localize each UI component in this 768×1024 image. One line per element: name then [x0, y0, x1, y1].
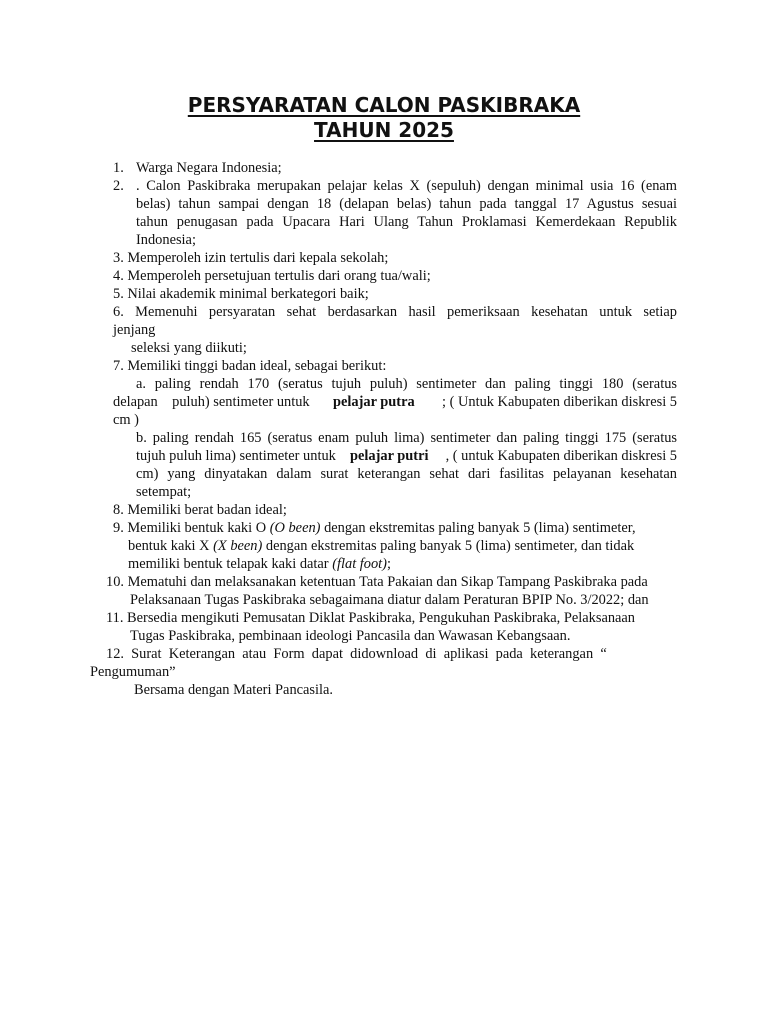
item-7-line-1: 7. Memiliki tinggi badan ideal, sebagai berikut: — [113, 358, 387, 374]
item-1-text: Warga Negara Indonesia; — [136, 160, 282, 176]
item-9-line-2: bentuk kaki X (X been) dengan ekstremitas paling banyak 5 (lima) sentimeter, dan tidak — [128, 538, 635, 554]
item-7a-line-1: a. paling rendah 170 (seratus tujuh puluh) sentimeter dan paling tinggi 180 (seratus — [136, 376, 677, 392]
item-10-line-2: Pelaksanaan Tugas Paskibraka sebagaimana diatur dalam Peraturan BPIP No. 3/2022; dan — [130, 592, 649, 608]
document-subtitle-year: TAHUN 2025 — [314, 118, 454, 142]
item-9-line-1: 9. Memiliki bentuk kaki O (O been) dengan ekstremitas paling banyak 5 (lima) sentimeter, — [113, 520, 636, 536]
item-7b-line-2-end: , ( untuk Kabupaten diberikan diskresi 5 — [445, 448, 677, 464]
item-2-line-4: Indonesia; — [136, 232, 196, 248]
item-12-line-1: 12. Surat Keterangan atau Form dapat didownload di aplikasi pada keterangan “ — [106, 646, 607, 662]
item-7a-line-2-end: ; ( Untuk Kabupaten diberikan diskresi 5 — [442, 394, 677, 410]
item-10-line-1: 10. Mematuhi dan melaksanakan ketentuan Tata Pakaian dan Sikap Tampang Paskibraka pada — [106, 574, 648, 590]
item-7b-line-1: b. paling rendah 165 (seratus enam puluh lima) sentimeter dan paling tinggi 175 (seratus — [136, 430, 677, 446]
item-6-line-3: seleksi yang diikuti; — [131, 340, 247, 356]
document-title: PERSYARATAN CALON PASKIBRAKA — [187, 93, 581, 117]
item-11-line-1: 11. Bersedia mengikuti Pemusatan Diklat Paskibraka, Pengukuhan Paskibraka, Pelaksanaan — [106, 610, 636, 626]
item-4: 4. Memperoleh persetujuan tertulis dari orang tua/wali; — [113, 268, 431, 284]
item-8: 8. Memiliki berat badan ideal; — [113, 502, 287, 518]
item-11-line-2: Tugas Paskibraka, pembinaan ideologi Pancasila dan Wawasan Kebangsaan. — [130, 628, 571, 644]
item-9-line-3: memiliki bentuk telapak kaki datar (flat foot); — [128, 556, 391, 572]
item-2-line-2: belas) tahun sampai dengan 18 (delapan belas) tahun pada tanggal 17 Agustus sesuai — [136, 196, 677, 212]
item-12-line-2: Pengumuman” — [90, 664, 176, 680]
item-2-line-1: . Calon Paskibraka merupakan pelajar kelas X (sepuluh) dengan minimal usia 16 (enam — [136, 178, 677, 194]
item-12-line-3: Bersama dengan Materi Pancasila. — [134, 682, 333, 698]
item-5: 5. Nilai akademik minimal berkategori baik; — [113, 286, 369, 302]
item-7b-emphasis: pelajar putri — [350, 448, 429, 464]
item-3: 3. Memperoleh izin tertulis dari kepala sekolah; — [113, 250, 389, 266]
item-7a-line-2-start: delapan puluh) sentimeter untuk — [113, 394, 310, 410]
item-2-number: 2. — [113, 178, 124, 194]
item-7b-line-3: cm) yang dinyatakan dalam surat keterangan sehat dari fasilitas pelayanan kesehatan — [136, 466, 677, 482]
item-7b-line-4: setempat; — [136, 484, 192, 500]
item-7a-emphasis: pelajar putra — [333, 394, 415, 410]
item-7b-line-2-start: tujuh puluh lima) sentimeter untuk — [136, 448, 336, 464]
item-6-line-1: 6. Memenuhi persyaratan sehat berdasarkan hasil pemeriksaan kesehatan untuk setiap — [113, 304, 677, 320]
item-7a-line-3: cm ) — [113, 412, 139, 428]
item-2-line-3: tahun penugasan pada Upacara Hari Ulang Tahun Proklamasi Kemerdekaan Republik — [136, 214, 677, 230]
item-6-line-2: jenjang — [113, 322, 156, 338]
item-1-number: 1. — [113, 160, 124, 176]
